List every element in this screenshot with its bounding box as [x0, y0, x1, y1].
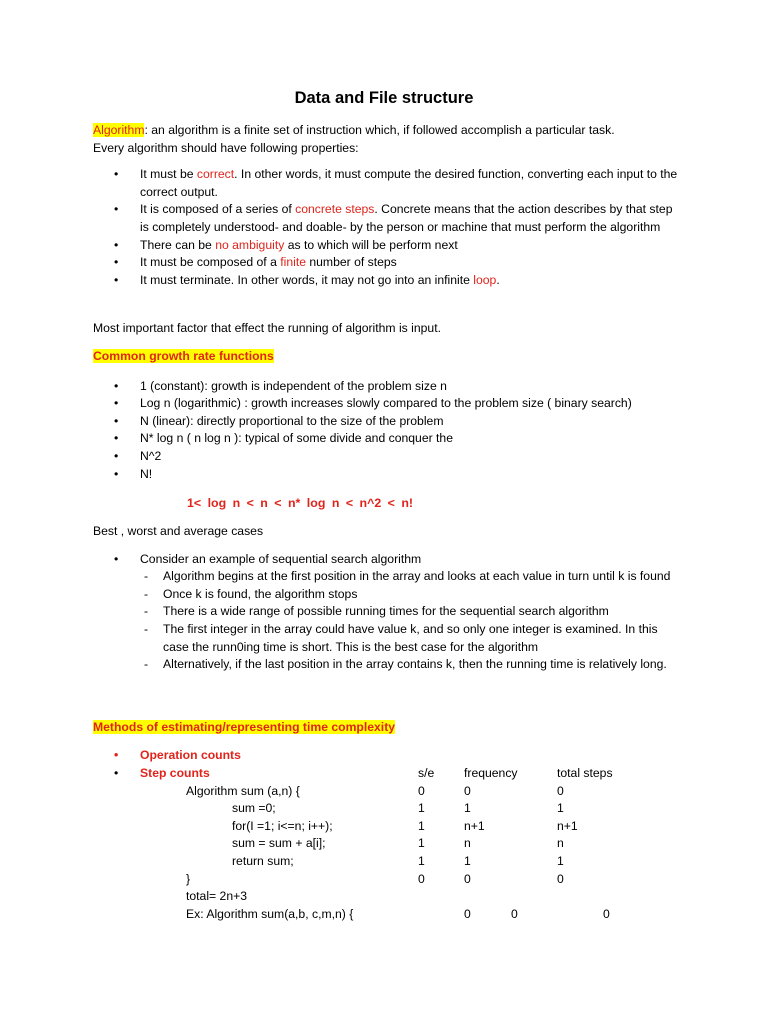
step-counts-label: Step counts	[140, 766, 210, 780]
example-row: Ex: Algorithm sum(a,b, c,m,n) { 0 0 0	[186, 906, 610, 921]
list-item: • There can be no ambiguity as to which will be perform next	[93, 237, 683, 255]
table-row: for(I =1; i<=n; i++); 1 n+1 n+1	[232, 818, 578, 833]
methods-list	[93, 747, 683, 765]
cases-list	[93, 551, 683, 569]
table-row: sum = sum + a[i]; 1 n n	[232, 836, 564, 851]
growth-section	[93, 348, 683, 483]
cases-section	[93, 523, 683, 674]
intro-definition: Algorithm: an algorithm is a finite set of instruction which, if followed accomplish a particular task.	[93, 123, 615, 137]
list-item: • N!	[93, 466, 683, 484]
properties-list	[93, 166, 683, 289]
list-item: • It must be correct. In other words, it must compute the desired function, converting each input to the correct output.	[93, 166, 683, 201]
total-line: total= 2n+3	[186, 889, 247, 904]
step-counts-table	[93, 765, 693, 923]
table-row: return sum; 1 1 1	[232, 853, 564, 868]
table-row: Algorithm sum (a,n) { 0 0 0	[186, 783, 564, 798]
column-header-frequency: frequency	[464, 766, 518, 780]
list-item: • N (linear): directly proportional to the size of the problem	[93, 413, 683, 431]
growth-formula: 1< log n < n < n* log n < n^2 < n!	[187, 496, 414, 510]
column-header-se: s/e	[418, 766, 435, 780]
list-item: • Operation counts	[93, 747, 683, 765]
list-item: • N^2	[93, 448, 683, 466]
list-item: - Once k is found, the algorithm stops	[140, 586, 683, 604]
list-item: - There is a wide range of possible running times for the sequential search algorithm	[140, 603, 683, 621]
list-item: - Algorithm begins at the first position in the array and looks at each value in turn until k is found	[140, 568, 683, 586]
list-item: • Log n (logarithmic) : growth increases slowly compared to the problem size ( binary search)	[93, 395, 683, 413]
list-item: • Consider an example of sequential search algorithm	[93, 551, 683, 569]
growth-heading: Common growth rate functions	[93, 349, 274, 363]
intro-section	[93, 122, 683, 289]
table-row: sum =0; 1 1 1	[232, 801, 564, 816]
column-header-total-steps: total steps	[557, 766, 613, 780]
list-item: • It must terminate. In other words, it may not go into an infinite loop.	[93, 272, 683, 290]
factor-line: Most important factor that effect the running of algorithm is input.	[93, 321, 441, 335]
page-title: Data and File structure	[294, 89, 474, 107]
algorithm-term: Algorithm	[93, 123, 145, 137]
methods-heading: Methods of estimating/representing time complexity	[93, 720, 396, 734]
list-item: • It must be composed of a finite number of steps	[93, 254, 683, 272]
cases-heading: Best , worst and average cases	[93, 524, 264, 538]
list-item: - Alternatively, if the last position in the array contains k, then the running time is relatively long.	[140, 656, 683, 674]
intro-properties-line: Every algorithm should have following properties:	[93, 140, 359, 155]
table-row: } 0 0 0	[186, 871, 564, 886]
table-header-row: • Step counts s/e frequency total steps	[93, 765, 693, 783]
methods-list-wrap	[93, 747, 683, 765]
cases-sublist	[140, 568, 683, 674]
methods-section	[93, 719, 683, 737]
list-item: • It is composed of a series of concrete steps. Concrete means that the action describes by that step is completely understood- and doable- by the person or machine that must perform the algorithm	[93, 201, 683, 236]
growth-list	[93, 378, 683, 484]
list-item: • N* log n ( n log n ): typical of some divide and conquer the	[93, 430, 683, 448]
list-item: - The first integer in the array could have value k, and so only one integer is examined. In this case the runn0ing time is short. This is the best case for the algorithm	[140, 621, 683, 656]
list-item: • 1 (constant): growth is independent of the problem size n	[93, 378, 683, 396]
